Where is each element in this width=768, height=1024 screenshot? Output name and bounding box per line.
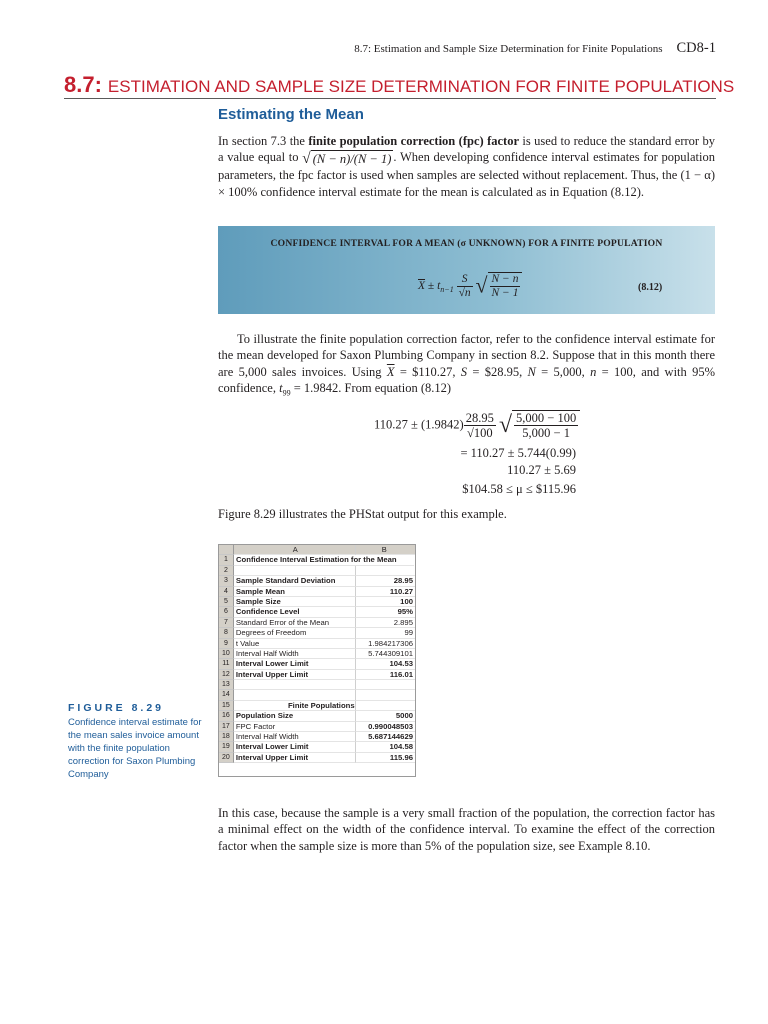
cell-label: Interval Half Width [234, 649, 356, 659]
section-number: 8.7: [64, 72, 102, 97]
sheet-row [219, 711, 415, 721]
cell-value: 99 [356, 628, 415, 638]
formula-box [218, 226, 715, 314]
row-number: 1 [219, 555, 234, 565]
cell-label: Confidence Level [234, 607, 356, 617]
cell-label: Degrees of Freedom [234, 628, 356, 638]
cell-value: 95% [356, 607, 415, 617]
formula-s: S [457, 273, 473, 287]
row-number: 2 [219, 566, 234, 576]
calc-line-4: $104.58 ≤ μ ≤ $115.96 [462, 482, 576, 496]
sheet-row [219, 555, 415, 565]
formula-fpc-radical: √ $\frac{N - n}{N - 1}$ [476, 272, 523, 300]
sheet-row [219, 639, 415, 649]
calc-line-3: 110.27 ± 5.69 [507, 463, 576, 477]
p2-text-c: = $28.95, [467, 364, 528, 379]
row-number: 6 [219, 607, 234, 617]
sheet-row [219, 649, 415, 659]
p2-xbar: $\overline{X}$ [386, 364, 395, 379]
row-number: 8 [219, 628, 234, 638]
paragraph-conclusion: In this case, because the sample is a very small fraction of the population, the correction factor has a minimal effect on the width of the confidence interval. To examine the effect of the correction factor when the sample size is more than 5% of the population size, see Example 8.10. [218, 806, 715, 853]
row-number: 12 [219, 670, 234, 680]
p2-text-e: = 100, and with 95% confidence, [218, 364, 715, 396]
formula-box-title: CONFIDENCE INTERVAL FOR A MEAN (σ UNKNOWN) FOR A FINITE POPULATION [270, 238, 663, 249]
figure-caption: Confidence interval estimate for the mean sales invoice amount with the finite population correction for Saxon Plumbing Company [68, 717, 202, 780]
row-number: 13 [219, 680, 234, 690]
sheet-row [219, 576, 415, 586]
sheet-row [219, 722, 415, 732]
cell-label: Interval Lower Limit [234, 659, 356, 669]
section-title: ESTIMATION AND SAMPLE SIZE DETERMINATION FOR FINITE POPULATIONS [107, 77, 735, 96]
cell-label [234, 680, 356, 690]
sheet-row [219, 732, 415, 742]
sheet-row [219, 742, 415, 752]
calc-line-2: = 110.27 ± 5.744(0.99) [460, 446, 576, 460]
calc-prefix: 110.27 ± (1.9842) [374, 417, 464, 432]
row-number: 7 [219, 618, 234, 628]
row-number: 9 [219, 639, 234, 649]
row-number: 19 [219, 742, 234, 752]
cell-label: Interval Upper Limit [234, 670, 356, 680]
sheet-row [219, 659, 415, 669]
calc-line-1 [374, 410, 580, 441]
row-number: 20 [219, 753, 234, 763]
calc-den: 100 [473, 425, 493, 440]
paragraph-fpc-intro [218, 133, 715, 200]
p2-text-b: = $110.27, [394, 364, 461, 379]
paragraph-saxon-example [218, 331, 715, 402]
row-number: 10 [219, 649, 234, 659]
p1-term-fpc: finite population correction (fpc) factor [308, 134, 519, 148]
formula-t: t [437, 279, 441, 292]
p2-text-f: = 1.9842. From equation (8.12) [290, 381, 452, 396]
cell-value: 115.96 [356, 753, 415, 763]
p2-n: n [590, 364, 597, 379]
subsection-heading: Estimating the Mean [218, 106, 364, 123]
cell-label: FPC Factor [234, 722, 356, 732]
p2-s: S [460, 364, 468, 379]
sheet-row [219, 670, 415, 680]
figure-label: FIGURE 8.29 [68, 702, 165, 714]
section-heading [64, 72, 735, 98]
cell-value: 1.984217306 [356, 639, 415, 649]
sheet-row [219, 753, 415, 763]
cell-label: t Value [234, 639, 356, 649]
sheet-row [219, 690, 415, 700]
sheet-row [219, 618, 415, 628]
cell-value: 5000 [356, 711, 415, 721]
sheet-row [219, 587, 415, 597]
calc-fraction: $\frac{28.95}{√100}$ [465, 410, 494, 440]
sheet-column-header [219, 545, 415, 555]
p1-text-a: In section 7.3 the [218, 134, 309, 148]
row-number: 16 [219, 711, 234, 721]
row-number: 5 [219, 597, 234, 607]
formula-n: n [464, 286, 471, 299]
sheet-row [219, 628, 415, 638]
column-b-header: B [356, 545, 415, 555]
cell-value [356, 701, 415, 711]
cell-label: Sample Standard Deviation [234, 576, 356, 586]
cell-label: Confidence Interval Estimation for the Mean [234, 555, 414, 565]
cell-label: Population Size [234, 711, 356, 721]
cell-value: 0.990048503 [356, 722, 415, 732]
cell-value: 5.744309101 [356, 649, 415, 659]
row-number: 3 [219, 576, 234, 586]
running-head-title: 8.7: Estimation and Sample Size Determination for Finite Populations [354, 43, 663, 55]
cell-value [356, 680, 415, 690]
cell-value: 104.58 [356, 742, 415, 752]
calc-radical: √ $\frac{5,000 - 100}{5,000 - 1}$ [499, 410, 580, 441]
p1-text-b: is used to reduce the standard error by a value equal to [218, 134, 716, 165]
cell-label: Interval Half Width [234, 732, 356, 742]
cell-label: Interval Lower Limit [234, 742, 356, 752]
formula-xbar: $\overline{X}$ [418, 279, 426, 292]
row-number: 18 [219, 732, 234, 742]
formula-rad-den: N − 1 [491, 287, 519, 300]
column-a-header: A [234, 545, 356, 555]
cell-value: 110.27 [356, 587, 415, 597]
p1-radicand: (N − n)/(N − 1) [312, 152, 392, 167]
row-number: 17 [219, 722, 234, 732]
formula-equation [418, 272, 522, 300]
p2-text-a: To illustrate the finite population correction factor, refer to the confidence interval estimate for the mean developed for Saxon Plumbing Company in section 8.2. Suppose that in this month there are 5,000 sales invoices. Using [218, 332, 715, 379]
equation-number: (8.12) [638, 282, 663, 293]
section-rule [64, 98, 716, 99]
calc-rad-den: 5,000 − 1 [522, 426, 570, 441]
cell-value [356, 566, 415, 576]
p2-t-sub: 99 [282, 388, 291, 398]
cell-value [356, 690, 415, 700]
sheet-row [219, 607, 415, 617]
cell-label: Interval Upper Limit [234, 753, 356, 763]
page-number: CD8-1 [676, 40, 716, 56]
formula-rad-num: N − n [490, 273, 521, 287]
cell-value: 100 [356, 597, 415, 607]
cell-label: Finite Populations [234, 701, 356, 711]
sheet-row [219, 680, 415, 690]
phstat-spreadsheet [218, 544, 416, 777]
calc-num: 28.95 [465, 410, 494, 425]
p2-text-d: = 5,000, [535, 364, 591, 379]
sheet-row [219, 701, 415, 711]
row-number: 14 [219, 690, 234, 700]
sheet-row [219, 566, 415, 576]
cell-label: Sample Size [234, 597, 356, 607]
figure-reference-text: Figure 8.29 illustrates the PHStat output for this example. [218, 507, 507, 521]
cell-value: 104.53 [356, 659, 415, 669]
p2-N: N [527, 364, 536, 379]
sheet-row [219, 597, 415, 607]
formula-pm: ± [427, 279, 435, 292]
row-number: 11 [219, 659, 234, 669]
formula-t-sub: n−1 [440, 285, 454, 295]
cell-value: 116.01 [356, 670, 415, 680]
p2-t: t [279, 381, 283, 396]
cell-label: Sample Mean [234, 587, 356, 597]
p1-text-c: . When developing confidence interval estimates for population parameters, the fpc factor is used when samples are selected without replacement. Thus, the (1 − α) × 100% confidence interval estimate for the mean is calculated as in Equation (8.12). [218, 150, 715, 199]
cell-value: 5.687144629 [356, 732, 415, 742]
row-number: 4 [219, 587, 234, 597]
row-number: 15 [219, 701, 234, 711]
cell-value: 2.895 [356, 618, 415, 628]
cell-label [234, 566, 356, 576]
calc-rad-num: 5,000 − 100 [516, 411, 577, 425]
running-head [0, 40, 716, 57]
p1-radical: √ (N − n)/(N − 1) [302, 149, 392, 167]
cell-label: Standard Error of the Mean [234, 618, 356, 628]
cell-label [234, 690, 356, 700]
formula-se-fraction: $\frac{S}{√n}$ [458, 272, 471, 299]
cell-value: 28.95 [356, 576, 415, 586]
